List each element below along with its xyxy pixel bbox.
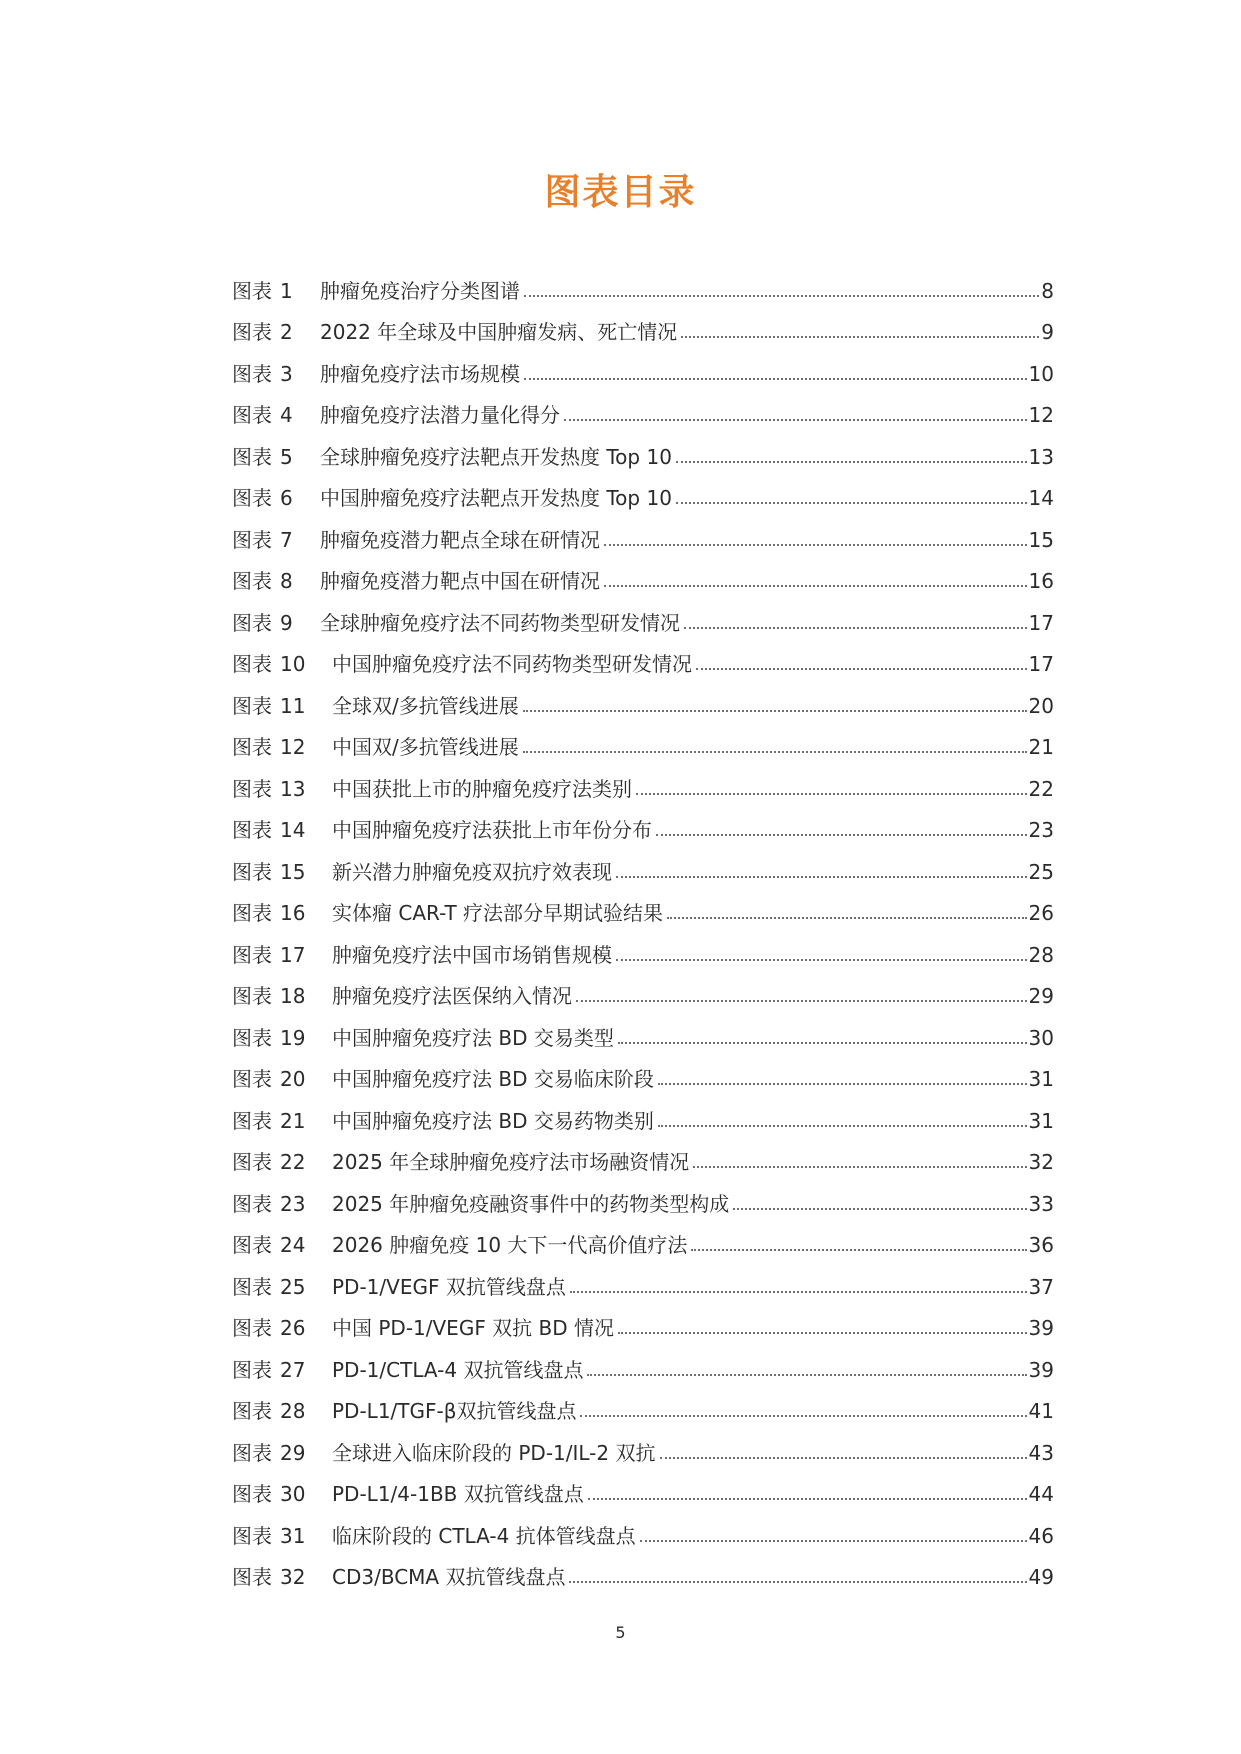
- toc-entry-page: 20: [1028, 693, 1054, 718]
- page-number: 5: [615, 1623, 626, 1642]
- toc-entry-page: 9: [1041, 320, 1054, 345]
- dot-leader: [604, 585, 1027, 587]
- toc-entry-prefix: 图表: [232, 1482, 272, 1507]
- toc-entry-title: 2025 年全球肿瘤免疫疗法市场融资情况: [332, 1150, 690, 1175]
- toc-entry-title: 中国肿瘤免疫疗法 BD 交易药物类别: [332, 1108, 654, 1133]
- toc-entry-page: 36: [1028, 1233, 1054, 1258]
- dot-leader: [616, 876, 1027, 878]
- dot-leader: [656, 834, 1027, 836]
- toc-entry-prefix: 图表: [232, 984, 272, 1009]
- dot-leader: [580, 1415, 1026, 1417]
- toc-entry-prefix: 图表: [232, 1067, 272, 1092]
- toc-entry-prefix: 图表: [232, 1274, 272, 1299]
- toc-entry[interactable]: [232, 934, 1054, 976]
- toc-entry-page: 16: [1028, 569, 1054, 594]
- table-of-figures: [232, 270, 1054, 1598]
- toc-entry-title: 中国肿瘤免疫疗法不同药物类型研发情况: [332, 652, 692, 677]
- toc-entry-page: 23: [1028, 818, 1054, 843]
- toc-entry[interactable]: [232, 478, 1054, 520]
- toc-entry-number: 2: [280, 320, 293, 345]
- toc-entry-number: 17: [280, 942, 306, 967]
- toc-entry-number: 9: [280, 610, 293, 635]
- toc-entry-page: 12: [1028, 403, 1054, 428]
- toc-entry-prefix: 图表: [232, 320, 272, 345]
- toc-entry-page: 37: [1028, 1274, 1054, 1299]
- toc-entry-page: 28: [1028, 942, 1054, 967]
- toc-entry-page: 41: [1028, 1399, 1054, 1424]
- toc-entry-page: 39: [1028, 1357, 1054, 1382]
- toc-entry-page: 43: [1028, 1440, 1054, 1465]
- dot-leader: [691, 1249, 1026, 1251]
- dot-leader: [693, 1166, 1026, 1168]
- toc-entry-number: 28: [280, 1399, 306, 1424]
- dot-leader: [523, 710, 1027, 712]
- toc-entry-title: CD3/BCMA 双抗管线盘点: [332, 1565, 566, 1590]
- toc-entry-prefix: 图表: [232, 735, 272, 760]
- toc-entry[interactable]: [232, 1100, 1054, 1142]
- toc-entry[interactable]: [232, 644, 1054, 686]
- dot-leader: [524, 295, 1039, 297]
- toc-entry-number: 23: [280, 1191, 306, 1216]
- toc-entry[interactable]: [232, 1059, 1054, 1101]
- toc-entry-number: 20: [280, 1067, 306, 1092]
- toc-entry-title: 全球双/多抗管线进展: [332, 693, 519, 718]
- toc-entry[interactable]: [232, 312, 1054, 354]
- toc-entry-title: 中国肿瘤免疫疗法 BD 交易类型: [332, 1025, 614, 1050]
- toc-entry-title: 2026 肿瘤免疫 10 大下一代高价值疗法: [332, 1233, 688, 1258]
- toc-entry-page: 31: [1028, 1108, 1054, 1133]
- toc-entry-number: 26: [280, 1316, 306, 1341]
- toc-entry-page: 31: [1028, 1067, 1054, 1092]
- toc-entry-page: 46: [1028, 1523, 1054, 1548]
- dot-leader: [587, 1374, 1026, 1376]
- toc-entry-number: 1: [280, 278, 293, 303]
- toc-entry[interactable]: [232, 1557, 1054, 1599]
- dot-leader: [524, 378, 1027, 380]
- toc-entry-number: 16: [280, 901, 306, 926]
- dot-leader: [636, 793, 1027, 795]
- toc-entry-title: 新兴潜力肿瘤免疫双抗疗效表现: [332, 859, 612, 884]
- toc-entry-title: PD-L1/4-1BB 双抗管线盘点: [332, 1482, 584, 1507]
- toc-entry-number: 10: [280, 652, 306, 677]
- toc-entry-prefix: 图表: [232, 1233, 272, 1258]
- toc-entry-prefix: 图表: [232, 1150, 272, 1175]
- toc-entry-title: 中国获批上市的肿瘤免疫疗法类别: [332, 776, 632, 801]
- toc-entry-prefix: 图表: [232, 1565, 272, 1590]
- toc-entry[interactable]: [232, 1142, 1054, 1184]
- toc-entry-number: 29: [280, 1440, 306, 1465]
- dot-leader: [681, 336, 1039, 338]
- dot-leader: [676, 461, 1027, 463]
- toc-entry[interactable]: [232, 1225, 1054, 1267]
- toc-entry-prefix: 图表: [232, 444, 272, 469]
- toc-entry-number: 24: [280, 1233, 306, 1258]
- toc-entry-prefix: 图表: [232, 942, 272, 967]
- toc-entry-page: 33: [1028, 1191, 1054, 1216]
- toc-entry[interactable]: [232, 1308, 1054, 1350]
- toc-entry-prefix: 图表: [232, 486, 272, 511]
- dot-leader: [618, 1332, 1027, 1334]
- toc-entry[interactable]: [232, 1183, 1054, 1225]
- toc-entry-page: 17: [1028, 610, 1054, 635]
- toc-entry-title: PD-1/VEGF 双抗管线盘点: [332, 1274, 566, 1299]
- toc-entry-title: 2022 年全球及中国肿瘤发病、死亡情况: [320, 320, 678, 345]
- toc-entry-title: 肿瘤免疫治疗分类图谱: [320, 278, 520, 303]
- toc-entry-number: 6: [280, 486, 293, 511]
- dot-leader: [523, 751, 1027, 753]
- toc-entry-page: 8: [1041, 278, 1054, 303]
- toc-entry[interactable]: [232, 561, 1054, 603]
- toc-entry[interactable]: [232, 1474, 1054, 1516]
- toc-entry-page: 49: [1028, 1565, 1054, 1590]
- toc-entry-prefix: 图表: [232, 278, 272, 303]
- toc-entry-prefix: 图表: [232, 901, 272, 926]
- toc-entry-number: 21: [280, 1108, 306, 1133]
- toc-entry[interactable]: [232, 270, 1054, 312]
- toc-entry[interactable]: [232, 685, 1054, 727]
- toc-entry-number: 5: [280, 444, 293, 469]
- toc-entry-prefix: 图表: [232, 527, 272, 552]
- toc-entry-prefix: 图表: [232, 652, 272, 677]
- toc-entry-page: 32: [1028, 1150, 1054, 1175]
- toc-entry-prefix: 图表: [232, 818, 272, 843]
- toc-entry-page: 21: [1028, 735, 1054, 760]
- toc-entry-number: 11: [280, 693, 306, 718]
- toc-entry-number: 30: [280, 1482, 306, 1507]
- toc-entry[interactable]: [232, 1515, 1054, 1557]
- dot-leader: [696, 668, 1027, 670]
- toc-entry-prefix: 图表: [232, 1357, 272, 1382]
- toc-entry-number: 7: [280, 527, 293, 552]
- toc-entry-number: 32: [280, 1565, 306, 1590]
- toc-entry-title: 全球进入临床阶段的 PD-1/IL-2 双抗: [332, 1440, 656, 1465]
- toc-entry-prefix: 图表: [232, 1025, 272, 1050]
- toc-entry-number: 3: [280, 361, 293, 386]
- dot-leader: [667, 917, 1027, 919]
- dot-leader: [658, 1083, 1027, 1085]
- toc-entry-page: 17: [1028, 652, 1054, 677]
- toc-entry-title: 肿瘤免疫潜力靶点全球在研情况: [320, 527, 600, 552]
- toc-entry-title: PD-1/CTLA-4 双抗管线盘点: [332, 1357, 584, 1382]
- toc-entry-title: 全球肿瘤免疫疗法不同药物类型研发情况: [320, 610, 680, 635]
- toc-entry-title: 肿瘤免疫潜力靶点中国在研情况: [320, 569, 600, 594]
- dot-leader: [660, 1457, 1027, 1459]
- toc-entry[interactable]: [232, 1266, 1054, 1308]
- toc-entry-page: 13: [1028, 444, 1054, 469]
- toc-entry-number: 18: [280, 984, 306, 1009]
- toc-entry-prefix: 图表: [232, 403, 272, 428]
- toc-entry-prefix: 图表: [232, 1399, 272, 1424]
- toc-entry-title: 中国肿瘤免疫疗法获批上市年份分布: [332, 818, 652, 843]
- toc-entry[interactable]: [232, 1432, 1054, 1474]
- toc-entry[interactable]: [232, 1017, 1054, 1059]
- toc-entry-prefix: 图表: [232, 1440, 272, 1465]
- toc-entry-number: 27: [280, 1357, 306, 1382]
- toc-entry-prefix: 图表: [232, 610, 272, 635]
- dot-leader: [569, 1581, 1026, 1583]
- toc-entry[interactable]: [232, 602, 1054, 644]
- toc-entry-title: 中国双/多抗管线进展: [332, 735, 519, 760]
- toc-entry-title: 实体瘤 CAR-T 疗法部分早期试验结果: [332, 901, 664, 926]
- toc-entry[interactable]: [232, 768, 1054, 810]
- toc-entry-title: 肿瘤免疫疗法中国市场销售规模: [332, 942, 612, 967]
- toc-entry-number: 15: [280, 859, 306, 884]
- toc-entry-page: 26: [1028, 901, 1054, 926]
- toc-entry[interactable]: [232, 519, 1054, 561]
- dot-leader: [588, 1498, 1027, 1500]
- dot-leader: [640, 1540, 1027, 1542]
- toc-entry-number: 12: [280, 735, 306, 760]
- dot-leader: [616, 959, 1027, 961]
- toc-entry-prefix: 图表: [232, 693, 272, 718]
- toc-entry-prefix: 图表: [232, 1316, 272, 1341]
- toc-entry-number: 4: [280, 403, 293, 428]
- toc-entry[interactable]: [232, 436, 1054, 478]
- toc-entry-page: 25: [1028, 859, 1054, 884]
- toc-entry-prefix: 图表: [232, 776, 272, 801]
- toc-entry[interactable]: [232, 851, 1054, 893]
- toc-entry-number: 25: [280, 1274, 306, 1299]
- dot-leader: [564, 419, 1027, 421]
- toc-entry-page: 22: [1028, 776, 1054, 801]
- toc-entry-page: 15: [1028, 527, 1054, 552]
- dot-leader: [604, 544, 1027, 546]
- toc-entry-title: PD-L1/TGF-β双抗管线盘点: [332, 1399, 577, 1424]
- toc-entry-page: 14: [1028, 486, 1054, 511]
- toc-entry[interactable]: [232, 810, 1054, 852]
- toc-entry-title: 2025 年肿瘤免疫融资事件中的药物类型构成: [332, 1191, 730, 1216]
- toc-entry-title: 肿瘤免疫疗法市场规模: [320, 361, 520, 386]
- toc-entry-title: 肿瘤免疫疗法潜力量化得分: [320, 403, 560, 428]
- toc-entry[interactable]: [232, 395, 1054, 437]
- toc-entry-prefix: 图表: [232, 1523, 272, 1548]
- toc-entry-number: 31: [280, 1523, 306, 1548]
- toc-entry-title: 肿瘤免疫疗法医保纳入情况: [332, 984, 572, 1009]
- toc-entry-number: 14: [280, 818, 306, 843]
- toc-entry-number: 19: [280, 1025, 306, 1050]
- toc-entry-page: 30: [1028, 1025, 1054, 1050]
- dot-leader: [658, 1125, 1027, 1127]
- toc-entry[interactable]: [232, 976, 1054, 1018]
- toc-entry-prefix: 图表: [232, 1191, 272, 1216]
- toc-entry-prefix: 图表: [232, 859, 272, 884]
- dot-leader: [576, 1000, 1027, 1002]
- toc-entry-page: 29: [1028, 984, 1054, 1009]
- toc-entry-title: 中国肿瘤免疫疗法靶点开发热度 Top 10: [320, 486, 672, 511]
- dot-leader: [684, 627, 1027, 629]
- toc-entry[interactable]: [232, 727, 1054, 769]
- toc-entry-number: 13: [280, 776, 306, 801]
- toc-entry-page: 10: [1028, 361, 1054, 386]
- toc-entry[interactable]: [232, 1349, 1054, 1391]
- toc-entry[interactable]: [232, 893, 1054, 935]
- toc-entry[interactable]: [232, 1391, 1054, 1433]
- toc-entry-title: 中国 PD-1/VEGF 双抗 BD 情况: [332, 1316, 615, 1341]
- toc-entry-number: 8: [280, 569, 293, 594]
- toc-entry-number: 22: [280, 1150, 306, 1175]
- toc-entry-page: 39: [1028, 1316, 1054, 1341]
- dot-leader: [618, 1042, 1027, 1044]
- page-title: 图表目录: [544, 172, 697, 213]
- toc-entry-title: 中国肿瘤免疫疗法 BD 交易临床阶段: [332, 1067, 654, 1092]
- toc-entry-prefix: 图表: [232, 1108, 272, 1133]
- dot-leader: [676, 502, 1027, 504]
- toc-entry[interactable]: [232, 353, 1054, 395]
- toc-entry-prefix: 图表: [232, 361, 272, 386]
- toc-entry-page: 44: [1028, 1482, 1054, 1507]
- dot-leader: [733, 1208, 1026, 1210]
- toc-entry-prefix: 图表: [232, 569, 272, 594]
- toc-entry-title: 临床阶段的 CTLA-4 抗体管线盘点: [332, 1523, 636, 1548]
- toc-entry-title: 全球肿瘤免疫疗法靶点开发热度 Top 10: [320, 444, 672, 469]
- dot-leader: [570, 1291, 1027, 1293]
